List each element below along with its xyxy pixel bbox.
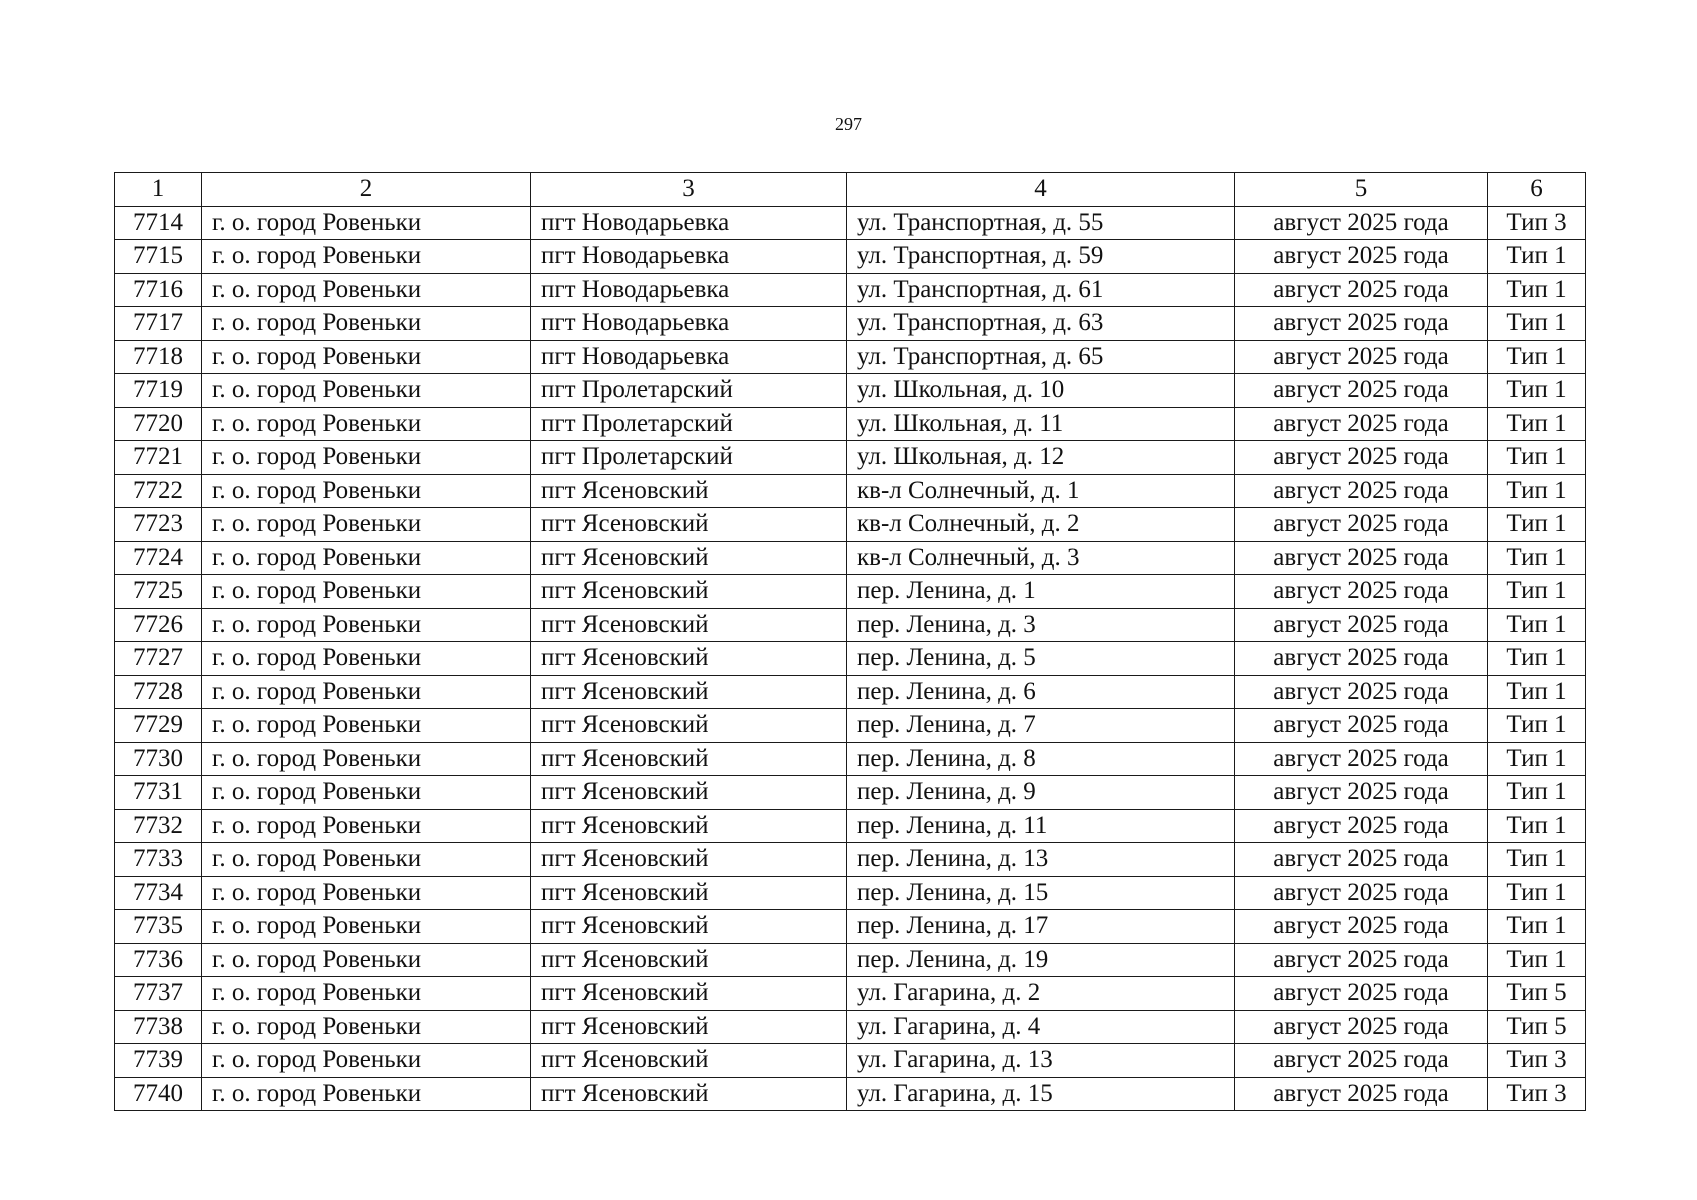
municipality-cell: г. о. город Ровеньки xyxy=(202,1077,531,1111)
settlement-cell: пгт Новодарьевка xyxy=(531,273,847,307)
address-cell: пер. Ленина, д. 9 xyxy=(847,776,1235,810)
address-cell: пер. Ленина, д. 19 xyxy=(847,943,1235,977)
settlement-cell: пгт Ясеновский xyxy=(531,642,847,676)
settlement-cell: пгт Новодарьевка xyxy=(531,206,847,240)
municipality-cell: г. о. город Ровеньки xyxy=(202,910,531,944)
row-number-cell: 7722 xyxy=(115,474,202,508)
type-cell: Тип 1 xyxy=(1488,608,1586,642)
column-header: 3 xyxy=(531,173,847,207)
address-cell: пер. Ленина, д. 15 xyxy=(847,876,1235,910)
date-cell: август 2025 года xyxy=(1235,1077,1488,1111)
address-cell: пер. Ленина, д. 3 xyxy=(847,608,1235,642)
settlement-cell: пгт Ясеновский xyxy=(531,1010,847,1044)
type-cell: Тип 1 xyxy=(1488,843,1586,877)
date-cell: август 2025 года xyxy=(1235,910,1488,944)
row-number-cell: 7721 xyxy=(115,441,202,475)
date-cell: август 2025 года xyxy=(1235,307,1488,341)
type-cell: Тип 1 xyxy=(1488,709,1586,743)
settlement-cell: пгт Ясеновский xyxy=(531,508,847,542)
settlement-cell: пгт Ясеновский xyxy=(531,843,847,877)
table-body xyxy=(115,206,1586,1111)
date-cell: август 2025 года xyxy=(1235,273,1488,307)
table-row xyxy=(115,709,1586,743)
row-number-cell: 7731 xyxy=(115,776,202,810)
settlement-cell: пгт Ясеновский xyxy=(531,541,847,575)
municipality-cell: г. о. город Ровеньки xyxy=(202,441,531,475)
address-cell: ул. Школьная, д. 10 xyxy=(847,374,1235,408)
address-cell: ул. Гагарина, д. 4 xyxy=(847,1010,1235,1044)
settlement-cell: пгт Пролетарский xyxy=(531,407,847,441)
date-cell: август 2025 года xyxy=(1235,776,1488,810)
settlement-cell: пгт Ясеновский xyxy=(531,943,847,977)
municipality-cell: г. о. город Ровеньки xyxy=(202,575,531,609)
row-number-cell: 7720 xyxy=(115,407,202,441)
municipality-cell: г. о. город Ровеньки xyxy=(202,675,531,709)
date-cell: август 2025 года xyxy=(1235,575,1488,609)
settlement-cell: пгт Новодарьевка xyxy=(531,307,847,341)
settlement-cell: пгт Пролетарский xyxy=(531,374,847,408)
date-cell: август 2025 года xyxy=(1235,407,1488,441)
date-cell: август 2025 года xyxy=(1235,441,1488,475)
type-cell: Тип 1 xyxy=(1488,943,1586,977)
municipality-cell: г. о. город Ровеньки xyxy=(202,1010,531,1044)
table-row xyxy=(115,776,1586,810)
type-cell: Тип 1 xyxy=(1488,508,1586,542)
table-row xyxy=(115,541,1586,575)
settlement-cell: пгт Ясеновский xyxy=(531,474,847,508)
date-cell: август 2025 года xyxy=(1235,742,1488,776)
settlement-cell: пгт Новодарьевка xyxy=(531,340,847,374)
row-number-cell: 7718 xyxy=(115,340,202,374)
address-cell: пер. Ленина, д. 5 xyxy=(847,642,1235,676)
settlement-cell: пгт Ясеновский xyxy=(531,809,847,843)
table-row xyxy=(115,675,1586,709)
address-cell: ул. Гагарина, д. 13 xyxy=(847,1044,1235,1078)
row-number-cell: 7737 xyxy=(115,977,202,1011)
date-cell: август 2025 года xyxy=(1235,541,1488,575)
settlement-cell: пгт Ясеновский xyxy=(531,1077,847,1111)
table-row xyxy=(115,240,1586,274)
row-number-cell: 7739 xyxy=(115,1044,202,1078)
municipality-cell: г. о. город Ровеньки xyxy=(202,273,531,307)
type-cell: Тип 1 xyxy=(1488,876,1586,910)
date-cell: август 2025 года xyxy=(1235,508,1488,542)
settlement-cell: пгт Ясеновский xyxy=(531,709,847,743)
address-cell: ул. Транспортная, д. 55 xyxy=(847,206,1235,240)
municipality-cell: г. о. город Ровеньки xyxy=(202,541,531,575)
row-number-cell: 7717 xyxy=(115,307,202,341)
type-cell: Тип 1 xyxy=(1488,809,1586,843)
address-cell: ул. Транспортная, д. 61 xyxy=(847,273,1235,307)
date-cell: август 2025 года xyxy=(1235,943,1488,977)
row-number-cell: 7714 xyxy=(115,206,202,240)
address-cell: пер. Ленина, д. 1 xyxy=(847,575,1235,609)
settlement-cell: пгт Ясеновский xyxy=(531,776,847,810)
table-row xyxy=(115,809,1586,843)
address-cell: ул. Школьная, д. 12 xyxy=(847,441,1235,475)
address-cell: кв-л Солнечный, д. 1 xyxy=(847,474,1235,508)
settlement-cell: пгт Ясеновский xyxy=(531,742,847,776)
table-row xyxy=(115,876,1586,910)
date-cell: август 2025 года xyxy=(1235,1044,1488,1078)
row-number-cell: 7723 xyxy=(115,508,202,542)
table-row xyxy=(115,843,1586,877)
municipality-cell: г. о. город Ровеньки xyxy=(202,642,531,676)
settlement-cell: пгт Ясеновский xyxy=(531,675,847,709)
address-cell: пер. Ленина, д. 8 xyxy=(847,742,1235,776)
column-header: 6 xyxy=(1488,173,1586,207)
row-number-cell: 7732 xyxy=(115,809,202,843)
row-number-cell: 7729 xyxy=(115,709,202,743)
date-cell: август 2025 года xyxy=(1235,474,1488,508)
type-cell: Тип 1 xyxy=(1488,910,1586,944)
date-cell: август 2025 года xyxy=(1235,675,1488,709)
municipality-cell: г. о. город Ровеньки xyxy=(202,340,531,374)
type-cell: Тип 1 xyxy=(1488,575,1586,609)
date-cell: август 2025 года xyxy=(1235,374,1488,408)
municipality-cell: г. о. город Ровеньки xyxy=(202,307,531,341)
address-cell: пер. Ленина, д. 6 xyxy=(847,675,1235,709)
table-row xyxy=(115,441,1586,475)
date-cell: август 2025 года xyxy=(1235,809,1488,843)
type-cell: Тип 1 xyxy=(1488,776,1586,810)
date-cell: август 2025 года xyxy=(1235,709,1488,743)
date-cell: август 2025 года xyxy=(1235,1010,1488,1044)
municipality-cell: г. о. город Ровеньки xyxy=(202,608,531,642)
table-row xyxy=(115,910,1586,944)
date-cell: август 2025 года xyxy=(1235,642,1488,676)
address-cell: кв-л Солнечный, д. 3 xyxy=(847,541,1235,575)
settlement-cell: пгт Ясеновский xyxy=(531,1044,847,1078)
municipality-cell: г. о. город Ровеньки xyxy=(202,407,531,441)
row-number-cell: 7726 xyxy=(115,608,202,642)
address-cell: ул. Школьная, д. 11 xyxy=(847,407,1235,441)
date-cell: август 2025 года xyxy=(1235,977,1488,1011)
table-row xyxy=(115,508,1586,542)
address-cell: ул. Транспортная, д. 65 xyxy=(847,340,1235,374)
table-row xyxy=(115,1044,1586,1078)
row-number-cell: 7724 xyxy=(115,541,202,575)
table-row xyxy=(115,340,1586,374)
address-cell: ул. Транспортная, д. 63 xyxy=(847,307,1235,341)
settlement-cell: пгт Ясеновский xyxy=(531,910,847,944)
data-table xyxy=(114,172,1586,1111)
type-cell: Тип 1 xyxy=(1488,742,1586,776)
address-cell: ул. Транспортная, д. 59 xyxy=(847,240,1235,274)
column-header: 1 xyxy=(115,173,202,207)
row-number-cell: 7730 xyxy=(115,742,202,776)
table-row xyxy=(115,407,1586,441)
municipality-cell: г. о. город Ровеньки xyxy=(202,206,531,240)
table-row xyxy=(115,1010,1586,1044)
row-number-cell: 7716 xyxy=(115,273,202,307)
settlement-cell: пгт Новодарьевка xyxy=(531,240,847,274)
table-row xyxy=(115,206,1586,240)
address-cell: ул. Гагарина, д. 15 xyxy=(847,1077,1235,1111)
settlement-cell: пгт Пролетарский xyxy=(531,441,847,475)
date-cell: август 2025 года xyxy=(1235,876,1488,910)
municipality-cell: г. о. город Ровеньки xyxy=(202,843,531,877)
date-cell: август 2025 года xyxy=(1235,843,1488,877)
table-row xyxy=(115,977,1586,1011)
municipality-cell: г. о. город Ровеньки xyxy=(202,943,531,977)
municipality-cell: г. о. город Ровеньки xyxy=(202,809,531,843)
row-number-cell: 7719 xyxy=(115,374,202,408)
municipality-cell: г. о. город Ровеньки xyxy=(202,776,531,810)
row-number-cell: 7728 xyxy=(115,675,202,709)
type-cell: Тип 1 xyxy=(1488,407,1586,441)
municipality-cell: г. о. город Ровеньки xyxy=(202,1044,531,1078)
type-cell: Тип 1 xyxy=(1488,240,1586,274)
type-cell: Тип 5 xyxy=(1488,1010,1586,1044)
address-cell: пер. Ленина, д. 13 xyxy=(847,843,1235,877)
type-cell: Тип 1 xyxy=(1488,474,1586,508)
column-header: 5 xyxy=(1235,173,1488,207)
row-number-cell: 7733 xyxy=(115,843,202,877)
date-cell: август 2025 года xyxy=(1235,240,1488,274)
table-row xyxy=(115,1077,1586,1111)
municipality-cell: г. о. город Ровеньки xyxy=(202,742,531,776)
table-row xyxy=(115,742,1586,776)
type-cell: Тип 1 xyxy=(1488,675,1586,709)
row-number-cell: 7738 xyxy=(115,1010,202,1044)
row-number-cell: 7727 xyxy=(115,642,202,676)
address-cell: ул. Гагарина, д. 2 xyxy=(847,977,1235,1011)
settlement-cell: пгт Ясеновский xyxy=(531,876,847,910)
address-cell: пер. Ленина, д. 11 xyxy=(847,809,1235,843)
table-row xyxy=(115,575,1586,609)
address-cell: кв-л Солнечный, д. 2 xyxy=(847,508,1235,542)
municipality-cell: г. о. город Ровеньки xyxy=(202,977,531,1011)
date-cell: август 2025 года xyxy=(1235,608,1488,642)
municipality-cell: г. о. город Ровеньки xyxy=(202,474,531,508)
date-cell: август 2025 года xyxy=(1235,206,1488,240)
municipality-cell: г. о. город Ровеньки xyxy=(202,374,531,408)
table-row xyxy=(115,374,1586,408)
type-cell: Тип 3 xyxy=(1488,206,1586,240)
municipality-cell: г. о. город Ровеньки xyxy=(202,240,531,274)
table-row xyxy=(115,642,1586,676)
table-row xyxy=(115,273,1586,307)
row-number-cell: 7725 xyxy=(115,575,202,609)
table-row xyxy=(115,307,1586,341)
municipality-cell: г. о. город Ровеньки xyxy=(202,709,531,743)
type-cell: Тип 1 xyxy=(1488,642,1586,676)
type-cell: Тип 3 xyxy=(1488,1077,1586,1111)
date-cell: август 2025 года xyxy=(1235,340,1488,374)
address-cell: пер. Ленина, д. 7 xyxy=(847,709,1235,743)
type-cell: Тип 3 xyxy=(1488,1044,1586,1078)
table-row xyxy=(115,608,1586,642)
table-header-row xyxy=(115,173,1586,207)
type-cell: Тип 1 xyxy=(1488,307,1586,341)
row-number-cell: 7734 xyxy=(115,876,202,910)
municipality-cell: г. о. город Ровеньки xyxy=(202,508,531,542)
row-number-cell: 7740 xyxy=(115,1077,202,1111)
column-header: 4 xyxy=(847,173,1235,207)
settlement-cell: пгт Ясеновский xyxy=(531,608,847,642)
type-cell: Тип 1 xyxy=(1488,374,1586,408)
row-number-cell: 7736 xyxy=(115,943,202,977)
type-cell: Тип 1 xyxy=(1488,541,1586,575)
type-cell: Тип 5 xyxy=(1488,977,1586,1011)
settlement-cell: пгт Ясеновский xyxy=(531,977,847,1011)
table-row xyxy=(115,474,1586,508)
type-cell: Тип 1 xyxy=(1488,273,1586,307)
municipality-cell: г. о. город Ровеньки xyxy=(202,876,531,910)
page-number: 297 xyxy=(835,114,862,134)
row-number-cell: 7735 xyxy=(115,910,202,944)
type-cell: Тип 1 xyxy=(1488,340,1586,374)
row-number-cell: 7715 xyxy=(115,240,202,274)
address-cell: пер. Ленина, д. 17 xyxy=(847,910,1235,944)
column-header: 2 xyxy=(202,173,531,207)
settlement-cell: пгт Ясеновский xyxy=(531,575,847,609)
type-cell: Тип 1 xyxy=(1488,441,1586,475)
table-row xyxy=(115,943,1586,977)
